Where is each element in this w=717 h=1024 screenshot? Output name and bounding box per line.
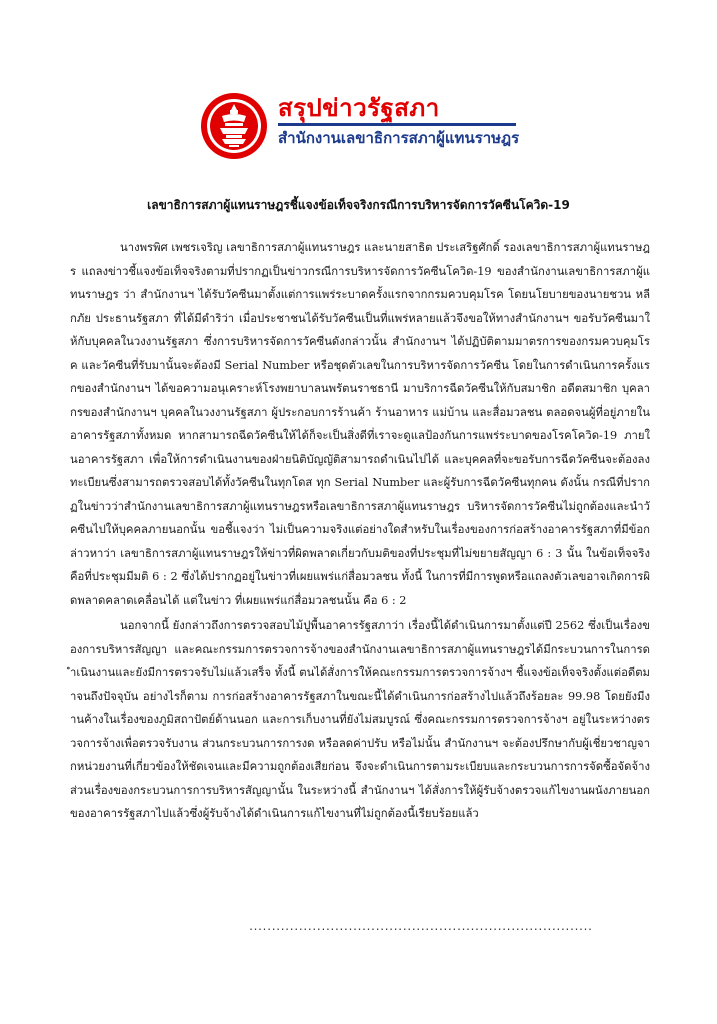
header-divider	[278, 123, 516, 126]
paragraph-2: นอกจากนี้ ยังกล่าวถึงการตรวจสอบไม้ปูพื้นอาคารรัฐสภาว่า เรื่องนี้ได้ดำเนินการมาตั้งแต่ปี 2562 ซึ่งเป็นเรื่องของการบริหารสัญญา และคณะกรรมการตรวจการจ้างของสำนักงานเลขาธิการสภาผู้แทนราษฎรได้มีกระบวนการในการดำเนินงานและยังมีการตรวจรับไม่แล้วเสร็จ ทั้งนี้ ตนได้สั่งการให้คณะกรรมการตรวจการจ้างฯ ชี้แจงข้อเท็จจริงตั้งแต่อดีตมาจนถึงปัจจุบัน อย่างไรก็ตาม การก่อสร้างอาคารรัฐสภาในขณะนี้ได้ดำเนินการก่อสร้างไปแล้วถึงร้อยละ 99.98 โดยยังมีงานค้างในเรื่องของภูมิสถาปัตย์ด้านนอก และการเก็บงานที่ยังไม่สมบูรณ์ ซึ่งคณะกรรมการตรวจการจ้างฯ อยู่ในระหว่างตรวจการจ้างเพื่อตรวจรับงาน ส่วนกระบวนการการงด หรือลดค่าปรับ หรือไม่นั้น สำนักงานฯ จะต้องปรึกษากับผู้เชี่ยวชาญจากหน่วยงานที่เกี่ยวข้องให้ชัดเจนและมีความถูกต้องเสียก่อน จึงจะดำเนินการตามระเบียบและกระบวนการการจัดซื้อจัดจ้าง ส่วนเรื่องของกระบวนการการบริหารสัญญานั้น ในระหว่างนี้ สำนักงานฯ ได้สั่งการให้ผู้รับจ้างตรวจแก้ไขงานผนังภายนอกของอาคารรัฐสภาไปแล้วซึ่งผู้รับจ้างได้ดำเนินการแก้ไขงานที่ไม่ถูกต้องนี้เรียบร้อยแล้ว	[70, 619, 650, 820]
article-body	[70, 236, 650, 826]
paragraph-1: นางพรพิศ เพชรเจริญ เลขาธิการสภาผู้แทนราษฎร และนายสาธิต ประเสริฐศักดิ์ รองเลขาธิการสภาผู้แทนราษฎร แถลงข่าวชี้แจงข้อเท็จจริงตามที่ปรากฏเป็นข่าวกรณีการบริหารจัดการวัคซีนโควิด-19 ของสำนักงานเลขาธิการสภาผู้แทนราษฎร ว่า สำนักงานฯ ได้รับวัคซีนมาตั้งแต่การแพร่ระบาดครั้งแรกจากกรมควบคุมโรค โดยนโยบายของนายชวน หลีกภัย ประธานรัฐสภา ที่ได้มีดำริว่า เมื่อประชาชนได้รับวัคซีนเป็นที่แพร่หลายแล้วจึงขอให้ทางสำนักงานฯ ขอรับวัคซีนมาให้กับบุคคลในวงงานรัฐสภา ซึ่งการบริหารจัดการวัคซีนดังกล่าวนั้น สำนักงานฯ ได้ปฏิบัติตามมาตรการของกรมควบคุมโรค และวัคซีนที่รับมานั้นจะต้องมี Serial Number หรือชุดตัวเลขในการบริหารจัดการวัคซีน โดยในการดำเนินการครั้งแรกของสำนักงานฯ ได้ขอความอนุเคราะห์โรงพยาบาลนพรัตนราชธานี มาบริการฉีดวัคซีนให้กับสมาชิก อดีตสมาชิก บุคลากรของสำนักงานฯ บุคคลในวงงานรัฐสภา ผู้ประกอบการร้านค้า ร้านอาหาร แม่บ้าน และสื่อมวลชน ตลอดจนผู้ที่อยู่ภายในอาคารรัฐสภาทั้งหมด หากสามารถฉีดวัคซีนให้ได้ก็จะเป็นสิ่งดีที่เราจะดูแลป้องกันการแพร่ระบาดของโรคโควิด-19 ภายในอาคารรัฐสภา เพื่อให้การดำเนินงานของฝ่ายนิติบัญญัติสามารถดำเนินไปได้ และบุคคลที่จะขอรับการฉีดวัคซีนจะต้องลงทะเบียนซึ่งสามารถตรวจสอบได้ทั้งวัคซีนในทุกโดส ทุก Serial Number และผู้รับการฉีดวัคซีนทุกคน ดังนั้น กรณีที่ปรากฏในข่าวว่าสำนักงานเลขาธิการสภาผู้แทนราษฎรหรือเลขาธิการสภาผู้แทนราษฎร บริหารจัดการวัคซีนไม่ถูกต้องและนำวัคซีนไปให้บุคคลภายนอกนั้น ขอชี้แจงว่า ไม่เป็นความจริงแต่อย่างใดสำหรับในเรื่องของการก่อสร้างอาคารรัฐสภาที่มีข้อกล่าวหาว่า เลขาธิการสภาผู้แทนราษฎรให้ข่าวที่ผิดพลาดเกี่ยวกับมติของที่ประชุมที่ไม่ขยายสัญญา 6 : 3 นั้น ในข้อเท็จจริงคือที่ประชุมมีมติ 6 : 2 ซึ่งได้ปรากฏอยู่ในข่าวที่เผยแพร่แก่สื่อมวลชน ทั้งนี้ ในการที่มีการพูดหรือแถลงตัวเลขอาจเกิดการผิดพลาดคลาดเคลื่อนได้ แต่ในข่าว ที่เผยแพร่แก่สื่อมวลชนนั้น คือ 6 : 2	[70, 241, 650, 607]
header	[200, 92, 520, 162]
headline: เลขาธิการสภาผู้แทนราษฎรชี้แจงข้อเท็จจริงกรณีการบริหารจัดการวัคซีนโควิด-19	[147, 198, 570, 212]
header-title: สรุปข่าวรัฐสภา	[278, 94, 440, 122]
header-subtitle: สำนักงานเลขาธิการสภาผู้แทนราษฎร	[278, 129, 520, 147]
header-text	[278, 94, 523, 148]
parliament-emblem-icon	[200, 92, 268, 160]
footer-separator: ............................................................................	[248, 922, 592, 933]
